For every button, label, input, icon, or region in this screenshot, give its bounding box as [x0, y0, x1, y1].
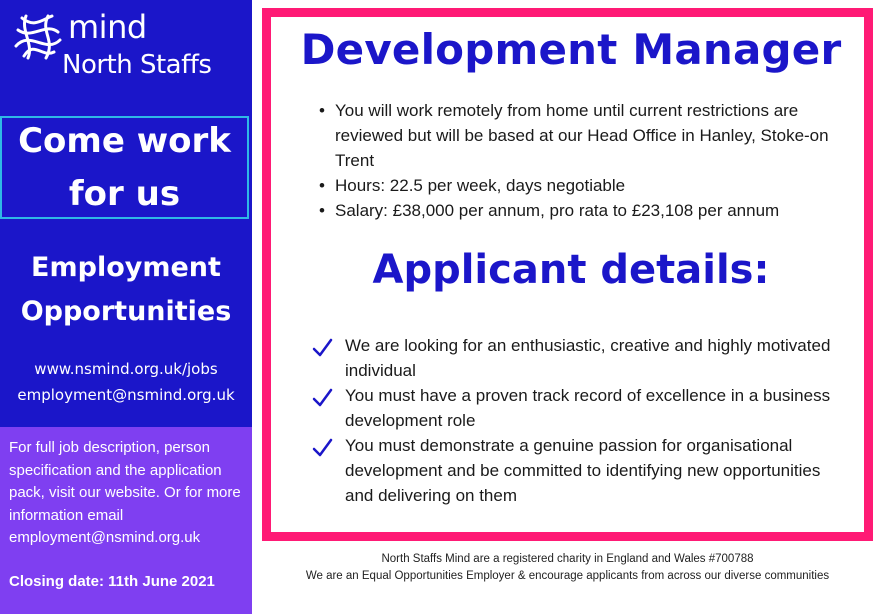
footer-charity-line: North Staffs Mind are a registered charity in England and Wales #700788 [381, 553, 754, 565]
mind-logo-icon [12, 10, 64, 62]
requirement-item: We are looking for an enthusiastic, creative and highly motivated individual [311, 333, 841, 383]
check-icon [311, 337, 333, 359]
bullet-icon: • [319, 201, 325, 220]
job-frame [262, 8, 873, 541]
footer [262, 551, 873, 585]
bullet-icon: • [319, 176, 325, 195]
requirement-item: You must demonstrate a genuine passion for organisational development and be committed to identifying new opportunities and delivering on them [311, 433, 841, 508]
logo [6, 6, 246, 92]
cta-heading: Come work for us [18, 120, 231, 214]
info-panel [0, 427, 252, 614]
detail-item: • Salary: £38,000 per annum, pro rata to £23,108 per annum [315, 198, 855, 223]
detail-item: • Hours: 22.5 per week, days negotiable [315, 173, 855, 198]
email-link[interactable]: employment@nsmind.org.uk [17, 386, 235, 404]
closing-date: Closing date: 11th June 2021 [9, 573, 215, 590]
check-icon [311, 437, 333, 459]
logo-wordmark: mind [68, 8, 147, 46]
detail-item: • You will work remotely from home until current restrictions are reviewed but will be based at our Head Office in Hanley, Stoke-on Trent [315, 98, 855, 173]
footer-equal-opps-line: We are an Equal Opportunities Employer & encourage applicants from across our diverse communities [305, 570, 830, 582]
logo-place: North Staffs [62, 50, 212, 80]
cta-box [0, 116, 249, 219]
details-list [315, 98, 855, 223]
website-link[interactable]: www.nsmind.org.uk/jobs [34, 360, 218, 378]
requirements-list [311, 333, 841, 508]
info-text: For full job description, person specification and the application pack, visit our website. Or for more information email employment@nsmind.org.uk [9, 439, 241, 546]
job-title: Development Manager [300, 25, 842, 74]
sidebar [0, 0, 252, 614]
applicant-heading: Applicant details: [372, 247, 770, 293]
requirement-item: You must have a proven track record of excellence in a business development role [311, 383, 841, 433]
check-icon [311, 387, 333, 409]
employment-heading: Employment Opportunities [20, 252, 232, 327]
bullet-icon: • [319, 101, 325, 120]
